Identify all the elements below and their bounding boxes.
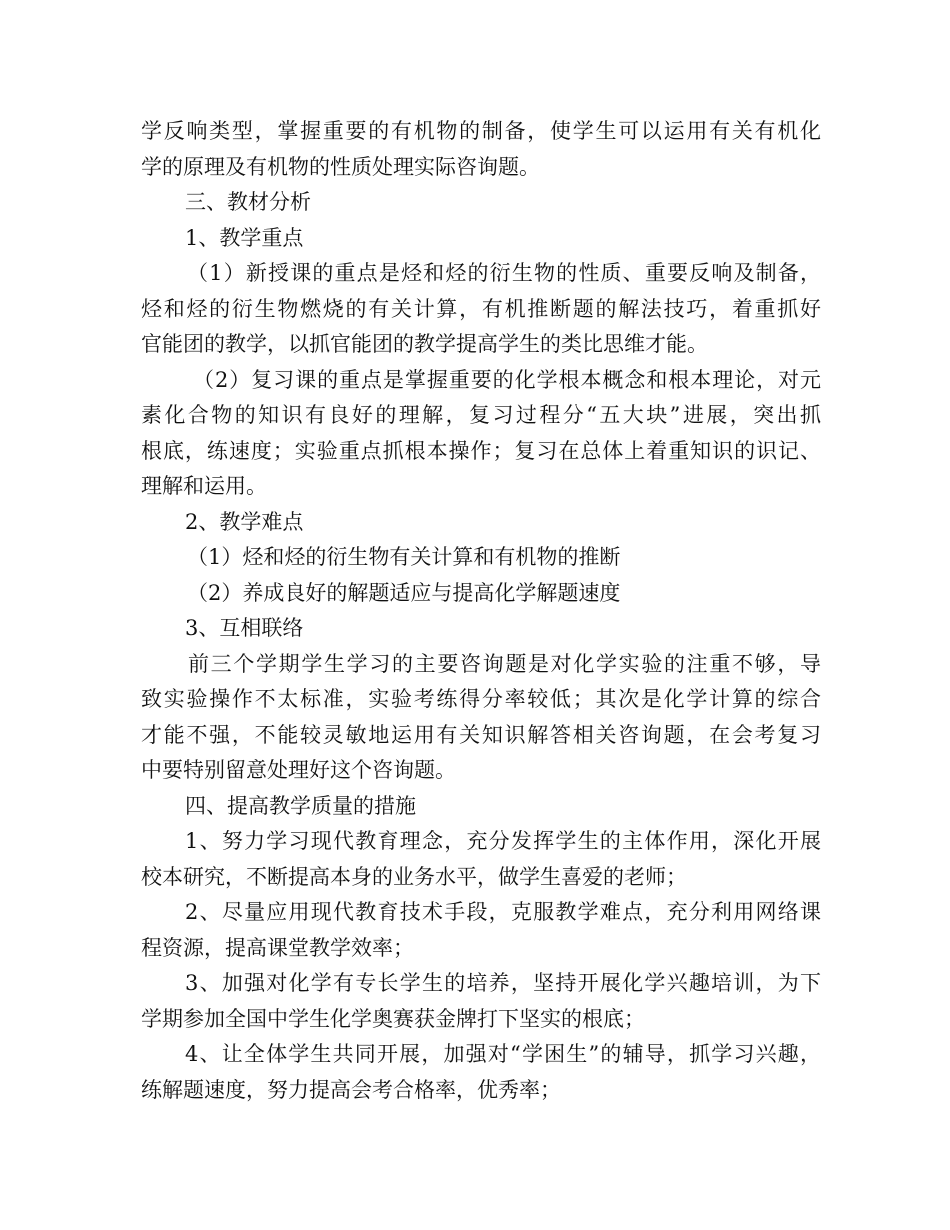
- text-line: 中要特别留意处理好这个咨询题。: [141, 758, 456, 782]
- subsection-heading: 3、互相联络: [185, 616, 304, 640]
- section-heading: 四、提高教学质量的措施: [185, 793, 416, 818]
- text-line: 1、努力学习现代教育理念，充分发挥学生的主体作用，深化开展: [185, 829, 821, 853]
- text-line: 素化合物的知识有良好的理解，复习过程分“五大块”进展，突出抓: [141, 403, 821, 427]
- text-line: 2、尽量应用现代教育技术手段，克服教学难点，充分利用网络课: [185, 900, 821, 924]
- text-line: 官能团的教学，以抓官能团的教学提高学生的类比思维才能。: [141, 332, 708, 356]
- text-line: 学期参加全国中学生化学奥赛获金牌打下坚实的根底；: [141, 1006, 645, 1031]
- text-line: （2）复习课的重点是掌握重要的化学根本概念和根本理论，对元: [193, 367, 821, 392]
- text-line: （1）烃和烃的衍生物有关计算和有机物的推断: [187, 545, 621, 569]
- text-line: 理解和运用。: [141, 474, 267, 498]
- text-line: 练解题速度，努力提高会考合格率，优秀率；: [141, 1077, 561, 1102]
- text-line: 致实验操作不太标准，实验考练得分率较低；其次是化学计算的综合: [141, 687, 821, 711]
- text-line: （1）新授课的重点是烃和烃的衍生物的性质、重要反响及制备，: [187, 261, 821, 285]
- text-line: 根底，练速度；实验重点抓根本操作；复习在总体上着重知识的识记、: [141, 438, 821, 463]
- section-heading: 三、教材分析: [185, 190, 311, 214]
- subsection-heading: 2、教学难点: [185, 509, 304, 534]
- document-body: [141, 114, 821, 1108]
- text-line: 才能不强，不能较灵敏地运用有关知识解答相关咨询题，在会考复习: [141, 722, 821, 747]
- text-line: 学的原理及有机物的性质处理实际咨询题。: [141, 154, 540, 179]
- text-line: 3、加强对化学有专长学生的培养，坚持开展化学兴趣培训，为下: [185, 971, 821, 995]
- text-line: 校本研究，不断提高本身的业务水平，做学生喜爱的老师；: [141, 864, 687, 889]
- text-line: （2）养成良好的解题适应与提高化学解题速度: [187, 580, 621, 605]
- text-line: 学反响类型，掌握重要的有机物的制备，使学生可以运用有关有机化: [141, 119, 821, 143]
- text-line: 前三个学期学生学习的主要咨询题是对化学实验的注重不够，导: [188, 651, 821, 676]
- subsection-heading: 1、教学重点: [185, 225, 304, 250]
- text-line: 烃和烃的衍生物燃烧的有关计算，有机推断题的解法技巧，着重抓好: [141, 296, 821, 321]
- text-line: 程资源，提高课堂教学效率；: [141, 935, 414, 960]
- text-line: 4、让全体学生共同开展，加强对“学困生”的辅导，抓学习兴趣，: [185, 1042, 821, 1066]
